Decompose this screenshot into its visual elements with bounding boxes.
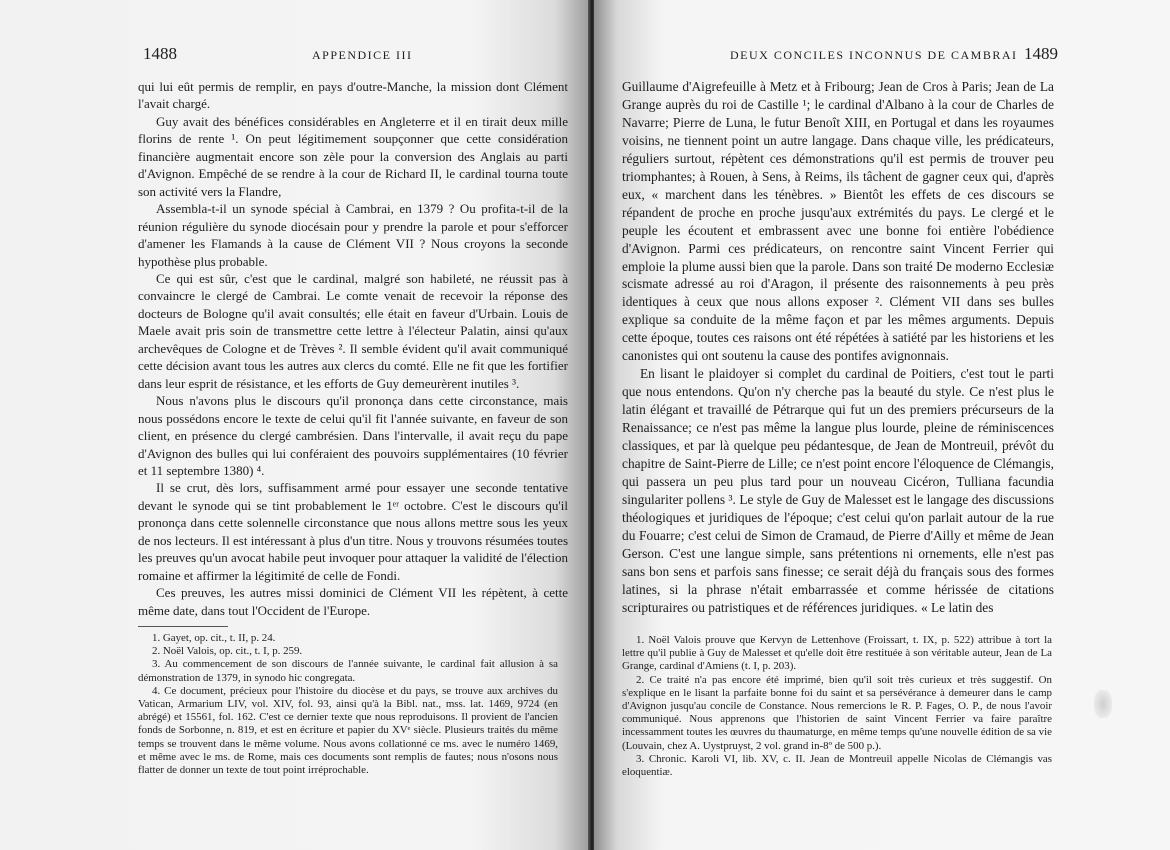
right-page — [594, 0, 1170, 850]
footnotes — [138, 632, 558, 777]
page-number: 1489 — [1024, 44, 1058, 63]
main-text — [622, 78, 1054, 617]
paragraph: Ces preuves, les autres missi dominici de Clément VII les répètent, à cette même date, dans tout l'Occident de l'Europe. — [138, 585, 568, 618]
footnote-rule — [138, 626, 228, 627]
page-number: 1488 — [143, 44, 177, 63]
paragraph: qui lui eût permis de remplir, en pays d'outre-Manche, la mission dont Clément l'avait chargé. — [138, 79, 568, 112]
paragraph: Ce qui est sûr, c'est que le cardinal, malgré son habileté, ne réussit pas à convaincre le clergé de Cambrai. Le comte venait de recevoir la réponse des docteurs de Bologne qu'il avait consultés; elle était en faveur d'Urbain. Louis de Maele avait pris soin de transmettre cette lettre à l'électeur Palatin, ainsi qu'aux archevêques de Cologne et de Trèves ². Il semble évident qu'il avait communiqué cette décision avant tous les autres aux clercs du comté. Elle ne fit que les fortifier dans leur esprit de résistance, et les efforts de Guy demeurèrent inutiles ³. — [138, 270, 568, 391]
main-text — [138, 78, 568, 619]
running-head: DEUX CONCILES INCONNUS DE CAMBRAI — [730, 48, 1018, 62]
footnote: 3. Chronic. Karoli VI, lib. XV, c. II. Jean de Montreuil appelle Nicolas de Clémangis vas eloquentiæ. — [622, 752, 1052, 779]
paragraph: Assembla-t-il un synode spécial à Cambrai, en 1379 ? Ou profita-t-il de la réunion régulière du synode diocésain pour y prendre la parole et pour s'efforcer d'amener les Flamands à la cause de Clément VII ? Nous croyons la seconde hypothèse plus probable. — [138, 201, 568, 269]
paper-smudge — [1094, 690, 1112, 718]
running-head: APPENDICE III — [312, 48, 413, 62]
footnote: 1. Noël Valois prouve que Kervyn de Lettenhove (Froissart, t. IX, p. 522) attribue à tort la lettre qu'il publie à Guy de Malesset et qu'elle doit être restituée à son véritable auteur, Jean de La Grange, cardinal d'Amiens (t. I, p. 203). — [622, 634, 1052, 673]
footnote: 2. Noël Valois, op. cit., t. I, p. 259. — [152, 645, 303, 658]
paragraph: Guy avait des bénéfices considérables en Angleterre et il en tirait deux mille florins de rente ¹. On peut légitimement soupçonner que cette considération financière augmentait encore son zèle pour la conversion des Anglais au parti d'Avignon. Empêché de se rendre à la cour de Richard II, le cardinal tourna toute son activité vers la Flandre, — [138, 113, 568, 199]
paragraph: Il se crut, dès lors, suffisamment armé pour essayer une seconde tentative devant le synode qui se tint probablement le 1ᵉʳ octobre. C'est le discours qu'il prononça dans cette solennelle circonstance que nous allons mettre sous les yeux de nos lecteurs. Il est intéressant à plus d'un titre. Nous y trouvons résumées toutes les preuves qu'un avocat habile peut invoquer pour attaquer la validité de l'élection romaine et affirmer la légitimité de celle de Fondi. — [138, 480, 568, 583]
footnote: 3. Au commencement de son discours de l'année suivante, le cardinal fait allusion à sa démonstration de 1379, in synodo hic congregata. — [138, 658, 558, 684]
paragraph: En lisant le plaidoyer si complet du cardinal de Poitiers, c'est tout le parti que nous entendons. Qu'on n'y cherche pas la beauté du style. Ce n'est plus le latin élégant et travaillé de Pétrarque qui fut un des premiers précurseurs de la Renaissance; ce n'est pas même la langue plus lourde, pleine de réminiscences classiques, et par là quelque peu pédantesque, de Jean de Montreuil, prévôt du chapitre de Saint-Pierre de Lille; ce n'est point encore l'éloquence de Clémangis, qui passera un peu plus tard pour un nouveau Cicéron, Tulliana facundia singulariter pollens ³. Le style de Guy de Malesset est le langage des discussions théologiques et juridiques de l'époque; c'est celui qu'on parlait autour de la rue du Fouarre; c'est celui de Simon de Cramaud, de Pierre d'Ailly et même de Jean Gerson. C'est une langue simple, sans prétentions ni ornements, elle n'est pas sans bon sens et parfois sans finesse; ce serait déjà du français sous des formes latines, si la phrase n'était embarrassée et comme hérissée de citations scripturaires ou patristiques et de références juridiques. « Le latin des — [622, 366, 1054, 615]
footnote: 4. Ce document, précieux pour l'histoire du diocèse et du pays, se trouve aux archives du Vatican, Armarium LIV, vol. XIV, fol. 93, ainsi qu'à la Bibl. nat., mss. lat. 1469, 9724 (en abrégé) et 15561, fol. 162. C'est ce dernier texte que nous reproduisons. Il provient de l'ancien fonds de Sorbonne, n. 819, et est en écriture et papier du XVᵉ siècle. Plusieurs traités du même temps se trouvent dans le même volume. Nous avons collationné ce ms. avec le numéro 1469, et même avec le ms. de Rome, mais ces documents sont remplis de fautes; nous n'osons nous flatter de donner un texte de tout point irréprochable. — [138, 684, 558, 777]
paragraph: Nous n'avons plus le discours qu'il prononça dans cette circonstance, mais nous possédons encore le texte de celui qu'il fit l'année suivante, en faveur de son client, en présence du clergé cambrésien. Dans l'intervalle, il avait reçu du pape d'Avignon des bulles qui lui conféraient des pouvoirs supplémentaires (10 février et 11 septembre 1380) ⁴. — [138, 393, 568, 478]
paragraph: Guillaume d'Aigrefeuille à Metz et à Fribourg; Jean de Cros à Paris; Jean de La Grange auprès du roi de Castille ¹; le cardinal d'Albano à la cour de Charles de Navarre; Pierre de Luna, le futur Benoît XIII, en Portugal et dans les royaumes voisins, ne tiennent point un autre langage. Dans chaque ville, les prédicateurs, réguliers surtout, répètent ces démonstrations qu'il est permis de trouver peu triomphantes; à Rouen, à Sens, à Reims, ils tâchent de gagner ceux qui, d'après eux, « marchent dans les ténèbres. » Bientôt les effets de ces discours se répandent de proche en proche jusqu'aux extrémités du pays. Le clergé et le peuple les écoutent et embrassent avec une bonne foi entière l'obédience d'Avignon. Parmi ces prédicateurs, on rencontre saint Vincent Ferrier qui emploie la plume aussi bien que la parole. Dans son traité De moderno Ecclesiæ scismate adressé au roi d'Aragon, il présente des raisonnements à peu près identiques à ceux que nous allons exposer ². Clément VII dans ses bulles explique sa conduite de la même façon et par les mêmes arguments. Depuis cette époque, toutes ces raisons ont été répétées à satiété par les historiens et les canonistes qui ont soutenu la cause des pontifes avignonnais. — [622, 79, 1054, 364]
footnotes — [622, 634, 1052, 779]
footnote: 2. Ce traité n'a pas encore été imprimé, bien qu'il soit très curieux et très suggestif. On s'explique en le lisant la parfaite bonne foi du saint et sa persévérance à demeurer dans le camp d'Avignon jusqu'au concile de Constance. Nous remercions le R. P. Fages, O. P., de nous l'avoir communiqué. Nous apprenons que l'historien de saint Vincent Ferrier va faire paraître incessamment toutes les œuvres du thaumaturge, en même temps qu'une nouvelle édition de sa vie (Louvain, chez A. Uystpruyst, 2 vol. grand in-8º de 500 p.). — [622, 673, 1052, 752]
footnote: 1. Gayet, op. cit., t. II, p. 24. — [152, 632, 276, 644]
